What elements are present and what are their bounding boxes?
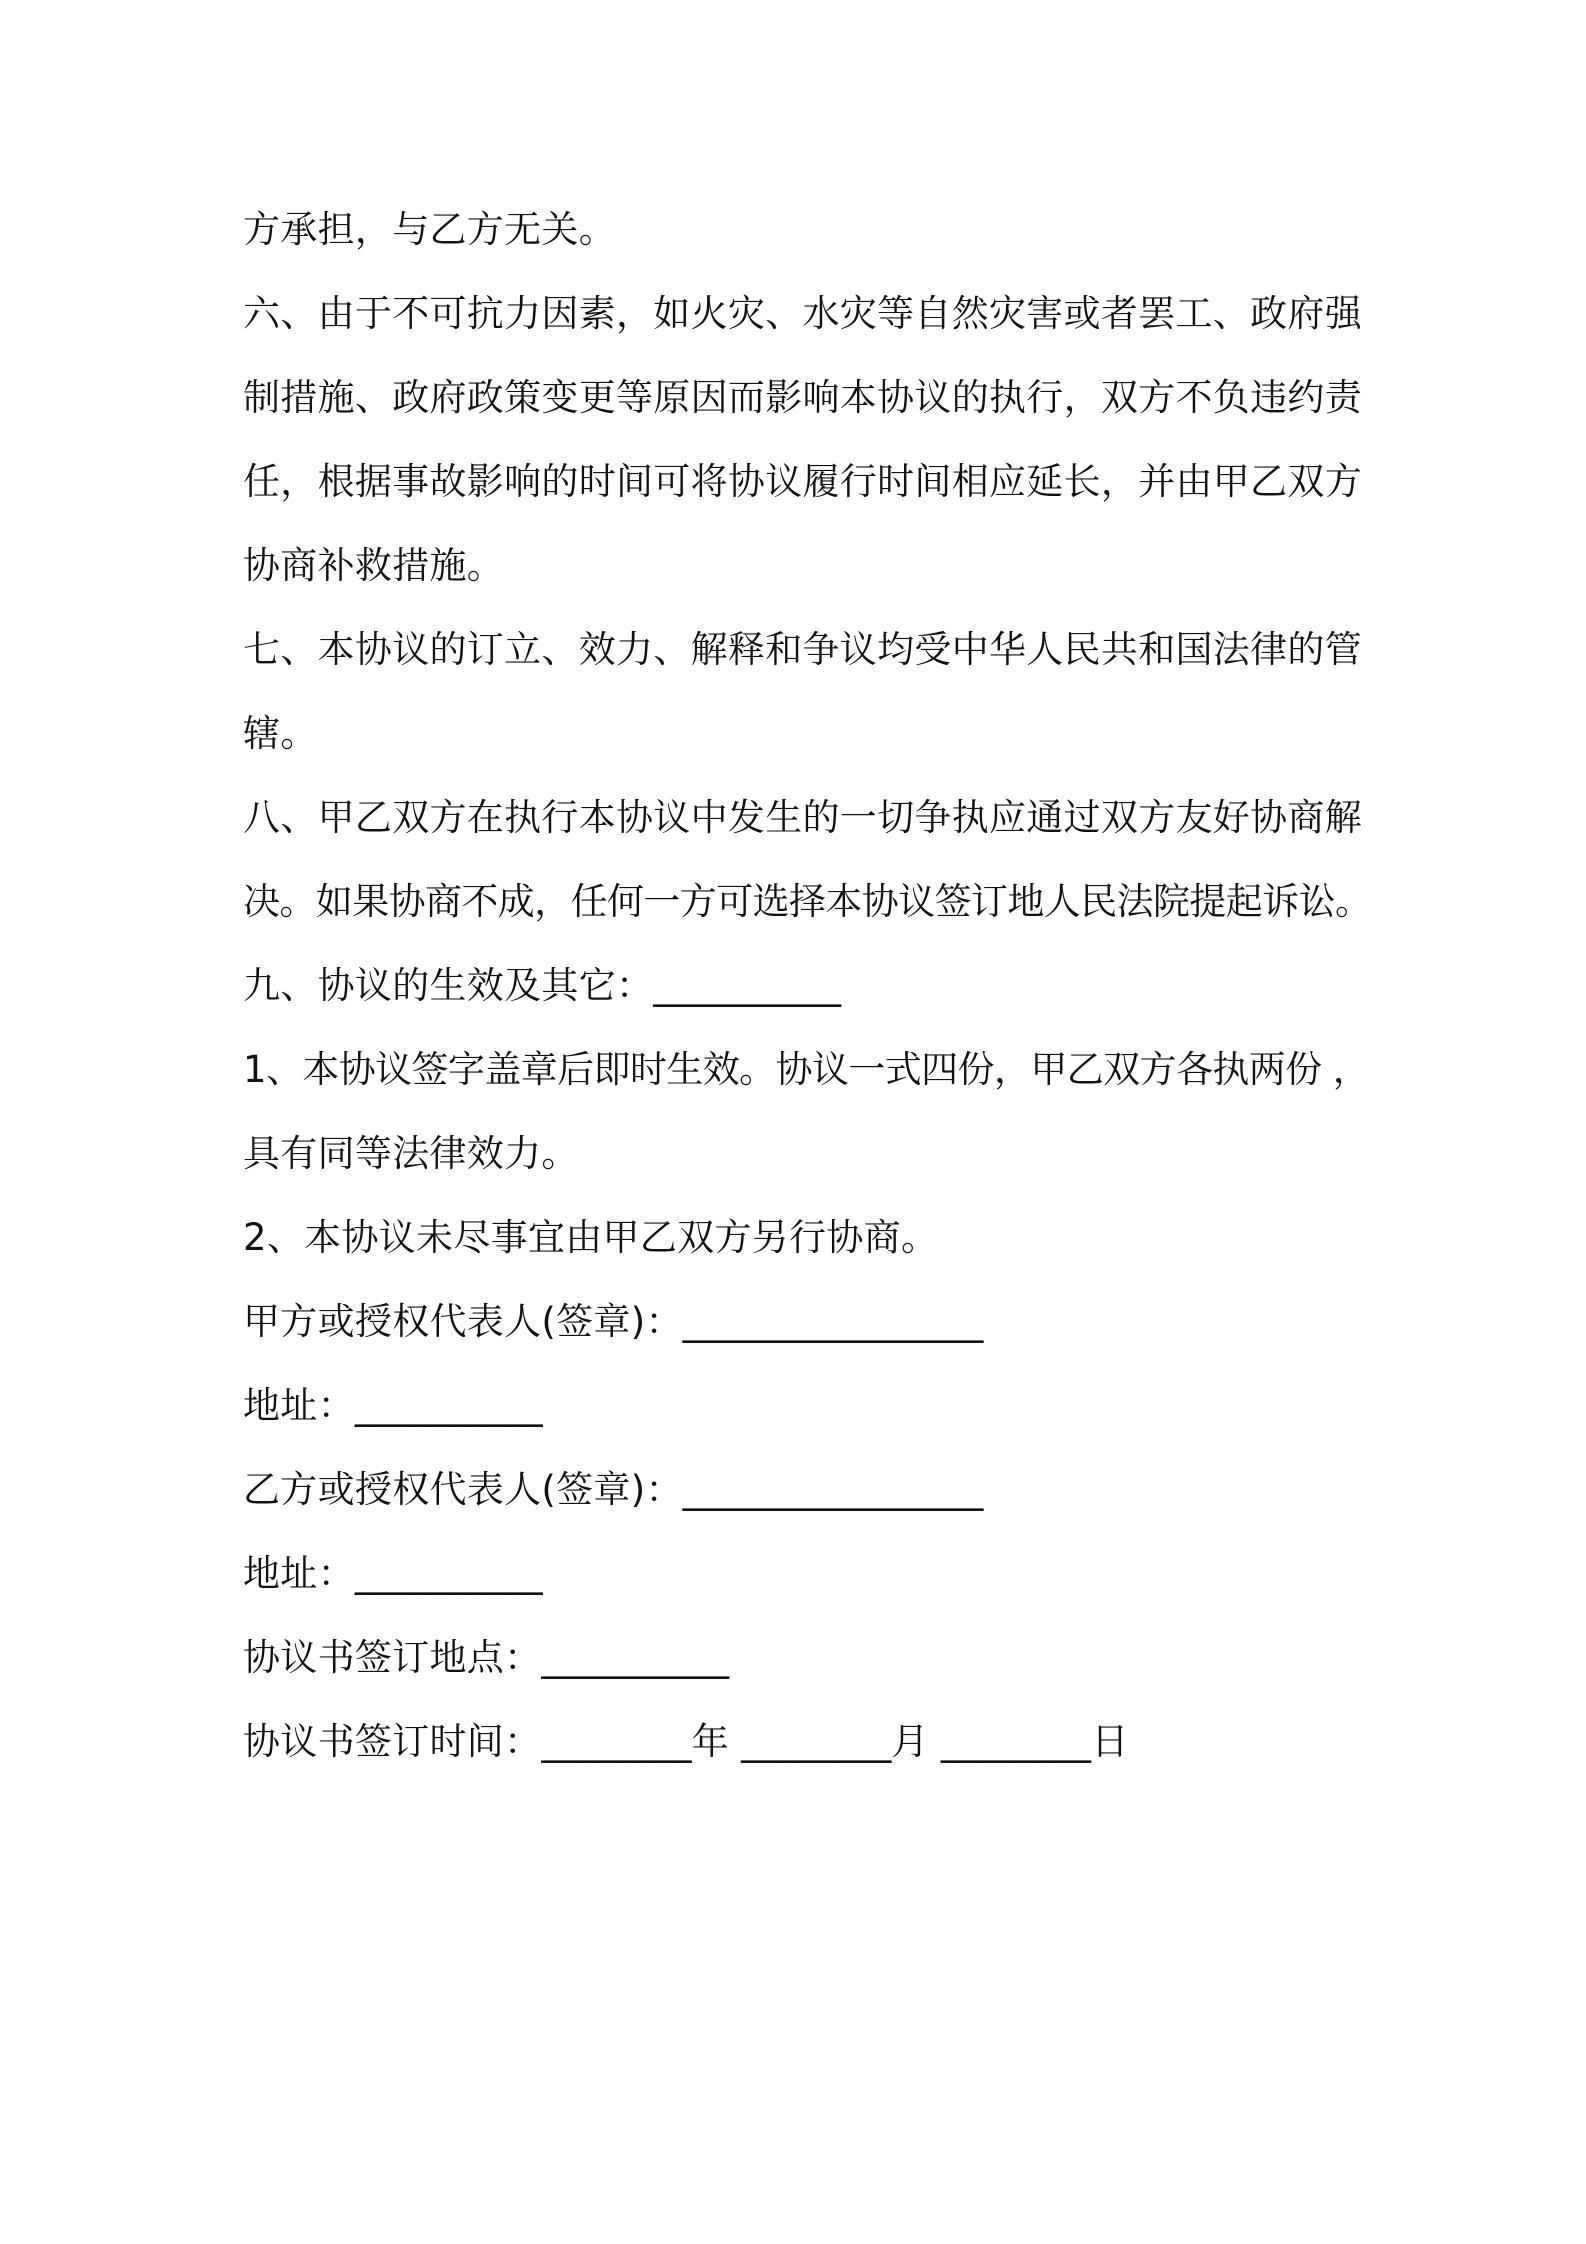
clause-5-continuation: 方承担，与乙方无关。 (243, 208, 616, 251)
clause-8-line-2: 决。如果协商不成，任何一方可选择本协议签订地人民法院提起诉讼。 (243, 880, 1372, 923)
signing-place-field: 协议书签订地点：__________ (243, 1636, 730, 1679)
clause-7-line-2: 辖。 (243, 712, 318, 755)
clause-9-heading: 九、协议的生效及其它：__________ (243, 964, 842, 1007)
party-b-signature-field: 乙方或授权代表人(签章)：________________ (243, 1468, 984, 1511)
clause-9-item-2: 2、本协议未尽事宜由甲乙双方另行协商。 (243, 1216, 939, 1259)
clause-8-line-1: 八、甲乙双方在执行本协议中发生的一切争执应通过双方友好协商解 (243, 796, 1362, 839)
clause-7-line-1: 七、本协议的订立、效力、解释和争议均受中华人民共和国法律的管 (243, 628, 1362, 671)
document-body (243, 198, 1372, 1794)
clause-6-line-3: 任，根据事故影响的时间可将协议履行时间相应延长，并由甲乙双方 (243, 460, 1362, 503)
party-b-address-field: 地址：__________ (243, 1552, 543, 1595)
clause-6-line-2: 制措施、政府政策变更等原因而影响本协议的执行，双方不负违约责 (243, 376, 1362, 419)
party-a-signature-field: 甲方或授权代表人(签章)：________________ (243, 1300, 984, 1343)
clause-6-line-1: 六、由于不可抗力因素，如火灾、水灾等自然灾害或者罢工、政府强 (243, 292, 1362, 335)
party-a-address-field: 地址：__________ (243, 1384, 543, 1427)
clause-6-line-4: 协商补救措施。 (243, 544, 505, 587)
signing-date-field: 协议书签订时间：________年 ________月 ________日 (243, 1720, 1129, 1763)
clause-9-item-1-line-1: 1、本协议签字盖章后即时生效。协议一式四份，甲乙双方各执两份 ， (243, 1048, 1370, 1091)
clause-9-item-1-line-2: 具有同等法律效力。 (243, 1132, 579, 1175)
